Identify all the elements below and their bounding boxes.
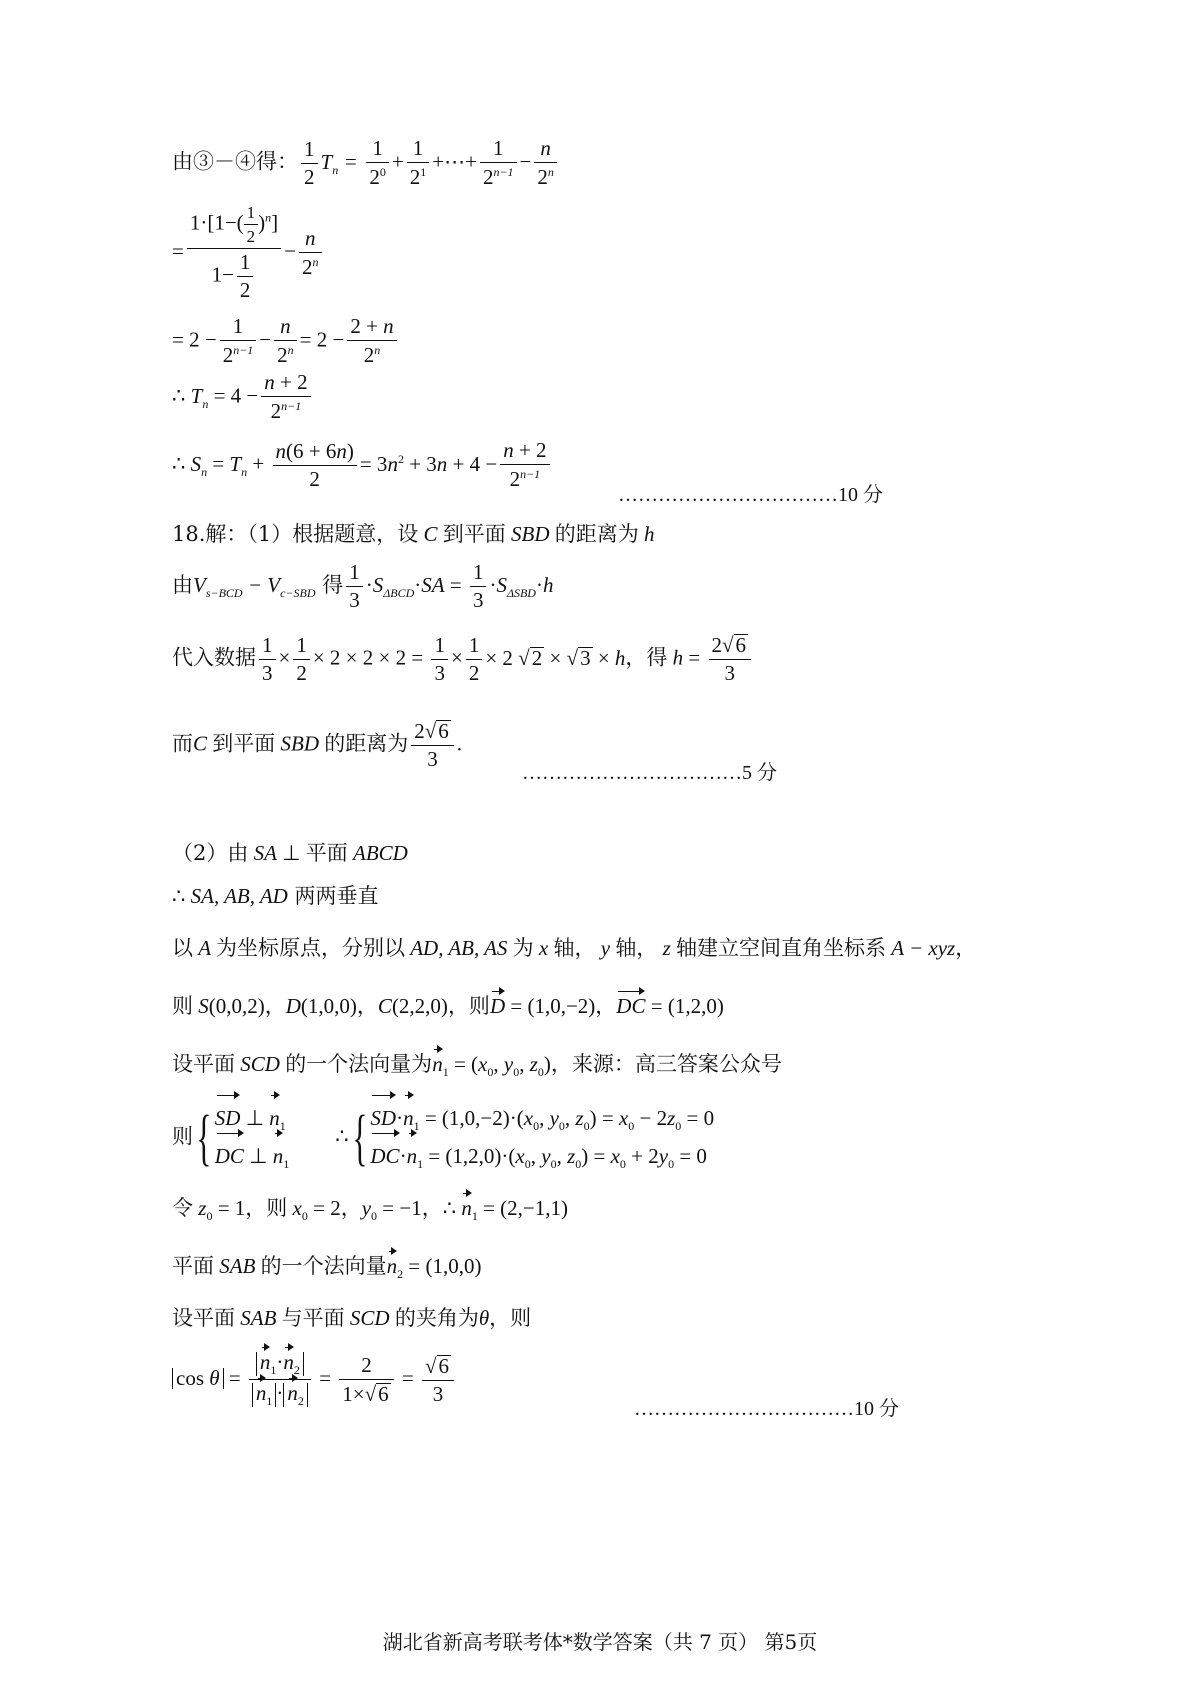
- eq-line-5: ∴ $S_n = T_n$ + $\frac{n(6 + 6n)}{2}$ = $3n^2 + 3n + 4$ − $\frac{n + 2}{2^{n-1}}$: [172, 440, 553, 490]
- eq-line-2: = 1·[1−( $\frac{1}{2}$ )$^n$] 1− $\frac{1}{2}$ − $\frac{n}{2^n}$: [172, 204, 325, 301]
- q18-volume-eq: 由$V_{s-BCD} - V_{c-SBD}$ 得 $\frac{1}{3}$ $\cdot S_{\Delta BCD}\cdot SA$ = $\frac{1}{3}$ $\cdot S_{\Delta SBD}\cdot h$: [172, 560, 554, 612]
- q18-solve: 令 $z_0 = 1$，则 $x_0 = 2$，$y_0 = -1$，∴ $n_1 = (2,-1,1)$: [172, 1196, 569, 1224]
- score-5: ……………………………5 分: [522, 762, 777, 784]
- eq-line-4: ∴ $T_n = 4$ − $\frac{n + 2}{2^{n-1}}$: [172, 372, 314, 422]
- q18-part2-head: （2）由 SA ⊥ 平面 ABCD: [172, 841, 408, 865]
- q18-conclusion-1: 而C 到平面 SBD 的距离为 $\frac{2√6}{3}$ .: [172, 719, 463, 771]
- q18-coord-system: 以 A 为坐标原点，分别以 AD, AB, AS 为 x 轴， y 轴， z 轴建立空间直角坐标系 A − xyz，: [172, 936, 977, 960]
- page-footer: 湖北省新高考联考体*数学答案（共 7 页） 第5页: [382, 1630, 818, 1654]
- q18-normal-vector: 设平面 SCD 的一个法向量为$n_1 = (x_0$, $y_0$, $z_0$)，来源：高三答案公众号: [172, 1052, 782, 1080]
- q18-substitute: 代入数据 $\frac{1}{3}$ × $\frac{1}{2}$ × 2 × 2 × 2 = $\frac{1}{3}$ × $\frac{1}{2}$ × 2 √2 × √3 × h，得 h = $\frac{2√6}{3}$: [172, 634, 754, 684]
- q18-system: 则{ SD ⊥ $n_1$ DC ⊥ $n_1$ ∴{ $SD\cdot n_1 = (1,0,-2)\cdot(x_0$, $y_0$, $z_0) = x_0 - 2z_0 = 0$ $DC\cdot n_1 = (1,2,0)\cdot(x_0$, $y_0$, $z_0) = x_0 + 2y_0 = 0$: [172, 1100, 714, 1176]
- score-10-b: ……………………………10 分: [634, 1398, 899, 1420]
- q18-head: 18.解：（1）根据题意，设 C 到平面 SBD 的距离为 h: [172, 522, 655, 546]
- eq-line-1: 由③－④得： $\frac{1}{2}$ $T_n$ = $\frac{1}{2^0}$ + $\frac{1}{2^1}$ +⋯+ $\frac{1}{2^{n-1}}$ − $\frac{n}{2^n}$: [172, 138, 560, 188]
- q18-normal-sab: 平面 SAB 的一个法向量$n_2 = (1,0,0)$: [172, 1254, 482, 1282]
- score-10-a: ……………………………10 分: [618, 484, 883, 506]
- eq1-lead: 由③－④得：: [172, 149, 298, 174]
- q18-perpendicular: ∴ SA, AB, AD 两两垂直: [172, 884, 379, 908]
- q18-cos: cos θ = $\frac{n_1\cdot n_2}{n_1 \cdot n_2}$ = $\frac{2}{1\times√6}$ = $\frac{√6}{3}$: [172, 1352, 457, 1407]
- q18-points: 则 S(0,0,2)，D(1,0,0)，C(2,2,0)，则D = (1,0,−2)，DC = (1,2,0): [172, 994, 724, 1018]
- eq-line-3: = 2 − $\frac{1}{2^{n-1}}$ − $\frac{n}{2^n}$ = 2 − $\frac{2 + n}{2^n}$: [172, 316, 400, 366]
- q18-angle: 设平面 SAB 与平面 SCD 的夹角为θ，则: [172, 1306, 532, 1330]
